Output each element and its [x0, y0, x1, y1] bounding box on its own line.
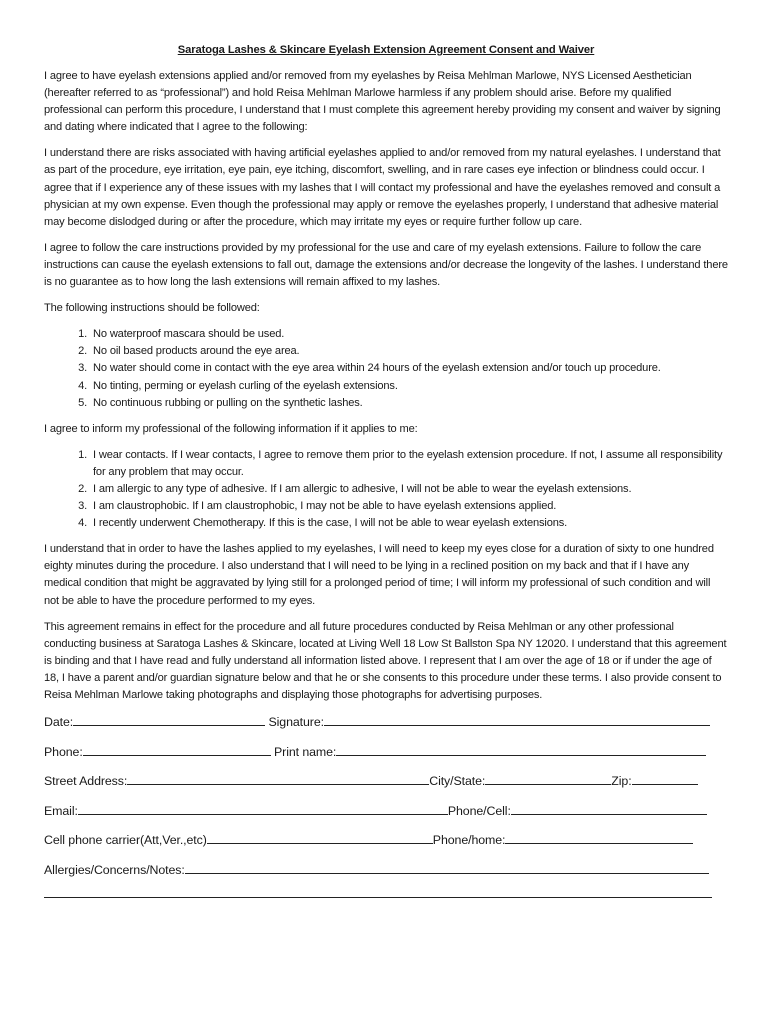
- notes-continuation-line[interactable]: [44, 896, 712, 898]
- form-row-email: [44, 802, 728, 832]
- form-row-date-signature: [44, 713, 728, 743]
- list-item: 2. I am allergic to any type of adhesive. If I am allergic to adhesive, I will not be able to wear the eyelash extensions.: [90, 481, 728, 498]
- date-field[interactable]: [73, 713, 265, 726]
- zip-field[interactable]: [632, 772, 698, 785]
- form-row-allergies: [44, 861, 728, 891]
- list-item: 3. I am claustrophobic. If I am claustrophobic, I may not be able to have eyelash extensions applied.: [90, 498, 728, 515]
- street-address-label: Street Address:: [44, 774, 128, 789]
- instructions-list: [44, 326, 728, 411]
- phone-label: Phone:: [44, 744, 83, 759]
- date-label: Date:: [44, 715, 74, 730]
- carrier-label: Cell phone carrier(Att,Ver.,etc): [44, 833, 207, 848]
- risks-paragraph: I understand there are risks associated with having artificial eyelashes applied to and/or removed from my natural eyelashes. I understand that as part of the procedure, eye irritation, eye pain, eye itching, discomfort, swelling, and in rare cases eye infection or blindness could occur. I agree that if I experience any of these issues with my lashes that I will contact my professional and have the eyelashes removed and consult a physician at my own expense. Even though the professional may apply or remove the eyelashes properly, I understand that adhesive material may become dislodged during or after the procedure, which may irritate my eyes or require further follow up care.: [44, 147, 721, 228]
- city-state-label: City/State:: [429, 774, 486, 789]
- instructions-intro: The following instructions should be followed:: [44, 302, 260, 315]
- print-name-field[interactable]: [336, 743, 706, 756]
- care-paragraph: I agree to follow the care instructions provided by my professional for the use and care of my eyelash extensions. Failure to follow the care instructions can cause the eyelash extensions to fall out, damage the extensions and/or decrease the longevity of the lashes. I understand there is no guarantee as to how long the lash extensions will remain affixed to my lashes.: [44, 241, 728, 289]
- phone-home-field[interactable]: [505, 831, 693, 844]
- list-item: 1. I wear contacts. If I wear contacts, I agree to remove them prior to the eyelash extension procedure. If not, I assume all responsibility for any problem that may occur.: [90, 447, 728, 481]
- list-item: 1. No waterproof mascara should be used.: [90, 326, 728, 343]
- carrier-field[interactable]: [207, 831, 433, 844]
- document-title: Saratoga Lashes & Skincare Eyelash Extension Agreement Consent and Waiver: [177, 44, 595, 56]
- signature-field[interactable]: [324, 713, 710, 726]
- list-item: 3. No water should come in contact with the eye area within 24 hours of the eyelash extension and/or touch up procedure.: [90, 360, 728, 377]
- phone-cell-field[interactable]: [511, 802, 707, 815]
- allergies-label: Allergies/Concerns/Notes:: [44, 862, 185, 877]
- form-row-address: [44, 772, 728, 802]
- agreement-document: [44, 44, 728, 898]
- email-field[interactable]: [78, 802, 448, 815]
- phone-home-label: Phone/home:: [432, 833, 506, 848]
- zip-label: Zip:: [611, 774, 632, 789]
- phone-cell-label: Phone/Cell:: [447, 803, 511, 818]
- list-item: 5. No continuous rubbing or pulling on the synthetic lashes.: [90, 395, 728, 412]
- list-item: 4. No tinting, perming or eyelash curling of the eyelash extensions.: [90, 378, 728, 395]
- allergies-field[interactable]: [185, 861, 709, 874]
- list-item: 2. No oil based products around the eye area.: [90, 343, 728, 360]
- inform-list: [44, 447, 728, 532]
- procedure-paragraph: I understand that in order to have the lashes applied to my eyelashes, I will need to keep my eyes close for a duration of sixty to one hundred eighty minutes during the procedure. I also understand that I will need to be lying in a reclined position on my back and that if I have any medical condition that might be aggravated by lying still for a prolonged period of time; I will inform my professional of such condition and will not be able to have the procedure performed to my eyes.: [44, 543, 714, 607]
- binding-paragraph: This agreement remains in effect for the procedure and all future procedures conducted by Reisa Mehlman or any other professional conducting business at Saratoga Lashes & Skincare, located at Living Well 18 Low St Ballston Spa NY 12020. I understand that this agreement is binding and that I have read and fully understand all information listed above. I represent that I am over the age of 18 or if under the age of 18, I have a parent and/or guardian signature below and that he or she consents to this procedure under these terms. I also provide consent to Reisa Mehlman Marlowe taking photographs and displaying those photographs for advertising purposes.: [44, 620, 727, 701]
- street-address-field[interactable]: [127, 772, 429, 785]
- print-name-label: Print name:: [274, 744, 337, 759]
- intro-paragraph: I agree to have eyelash extensions applied and/or removed from my eyelashes by Reisa Mehlman Marlowe, NYS Licensed Aesthetician (hereafter referred to as “professional”) and hold Reisa Mehlman Marlowe harmless if any problem should arise. Before my qualified professional can perform this procedure, I understand that I must complete this agreement hereby providing my consent and waiver by signing and dating where indicated that I agree to the following:: [44, 70, 721, 134]
- form-row-carrier: [44, 831, 728, 861]
- city-state-field[interactable]: [485, 772, 611, 785]
- form-row-phone-name: [44, 743, 728, 773]
- list-item: 4. I recently underwent Chemotherapy. If this is the case, I will not be able to wear eyelash extensions.: [90, 515, 728, 532]
- signature-form: [44, 713, 728, 898]
- phone-field[interactable]: [83, 743, 271, 756]
- signature-label: Signature:: [268, 715, 324, 730]
- inform-intro: I agree to inform my professional of the following information if it applies to me:: [44, 422, 418, 435]
- email-label: Email:: [44, 803, 78, 818]
